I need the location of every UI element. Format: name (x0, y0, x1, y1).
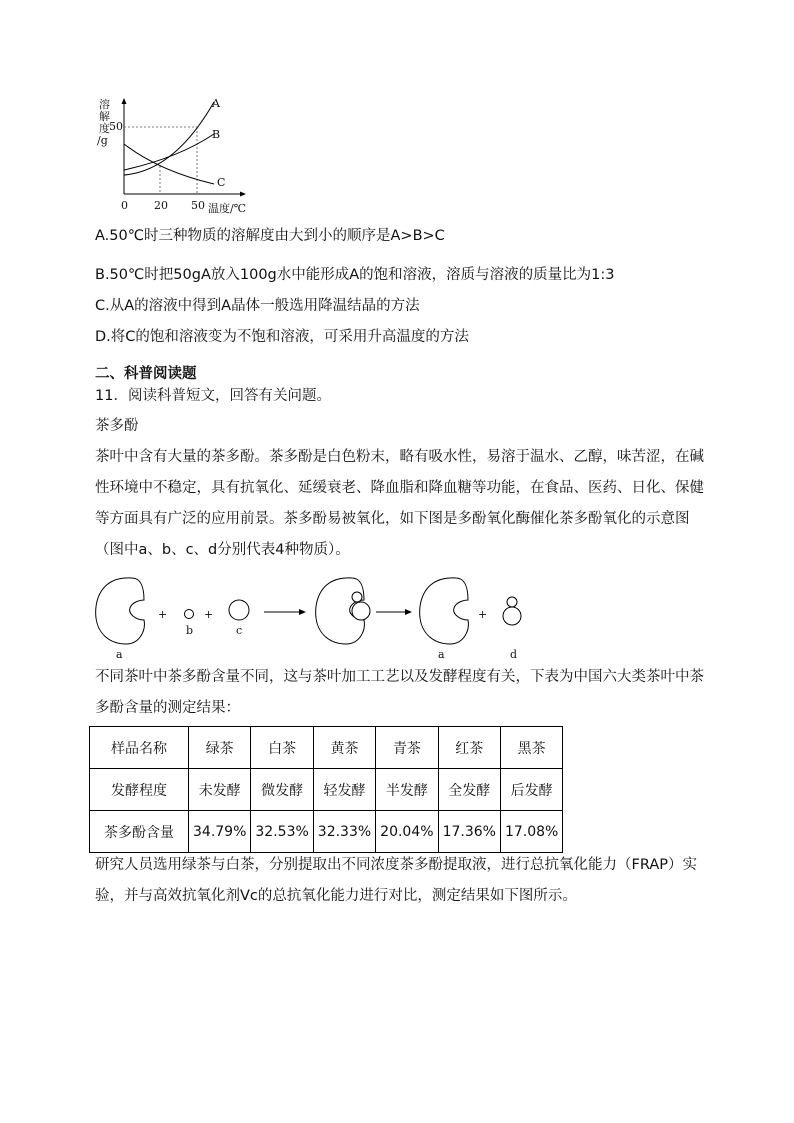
label-a-right: a (438, 648, 445, 661)
y-axis-label-2: 解 (99, 110, 110, 123)
table-cell: 轻发酵 (313, 769, 375, 811)
label-c: c (236, 624, 243, 637)
table-cell: 17.36% (438, 811, 500, 853)
article-title: 茶多酚 (95, 418, 139, 434)
table-cell: 红茶 (438, 727, 500, 769)
table-cell: 全发酵 (438, 769, 500, 811)
x-axis-label: 温度/℃ (208, 202, 247, 215)
arrow-2-head (405, 609, 412, 615)
table-cell: 32.53% (251, 811, 313, 853)
solubility-chart (90, 94, 250, 218)
y-axis-label-1: 溶 (99, 98, 110, 111)
curve-label-a: A (212, 97, 220, 110)
table-cell: 后发酵 (500, 769, 562, 811)
paragraph-1: 茶叶中含有大量的茶多酚。茶多酚是白色粉末，略有吸水性，易溶于温水、乙醇，味苦涩，在碱性环境中不稳定，具有抗氧化、延缓衰老、降血脂和降血糖等功能，在食品、医药、日化、保健等方面具有广泛的应用前景。茶多酚易被氧化，如下图是多酚氧化酶催化茶多酚氧化的示意图（图中a、b、c、d分别代表4种物质）。 (95, 449, 704, 558)
question-intro: 11．阅读科普短文，回答有关问题。 (95, 388, 331, 404)
label-d: d (510, 648, 518, 661)
table-cell: 半发酵 (376, 769, 438, 811)
table-cell: 黑茶 (500, 727, 562, 769)
product-d-large (503, 607, 521, 625)
enzyme-diagram (90, 572, 540, 662)
substance-b (185, 610, 194, 619)
enzyme-a-left (96, 578, 145, 644)
plus-3: + (478, 608, 488, 621)
section-title: 二、科普阅读题 (95, 366, 197, 382)
curve-b (124, 134, 214, 170)
paragraph-2: 不同茶叶中茶多酚含量不同，这与茶叶加工工艺以及发酵程度有关，下表为中国六大类茶叶中茶多酚含量的测定结果： (95, 669, 704, 716)
option-d: D.将C的饱和溶液变为不饱和溶液，可采用升高温度的方法 (95, 329, 469, 345)
complex-large-circle (352, 602, 370, 620)
option-b: B.50℃时把50gA放入100g水中能形成A的饱和溶液，溶质与溶液的质量比为1:3 (95, 267, 615, 283)
y-axis-label-4: /g (97, 134, 108, 147)
enzyme-a-right (420, 578, 469, 644)
paragraph-3: 研究人员选用绿茶与白茶，分别提取出不同浓度茶多酚提取液，进行总抗氧化能力（FRAP）实验，并与高效抗氧化剂Vc的总抗氧化能力进行对比，测定结果如下图所示。 (95, 857, 697, 904)
plus-1: + (158, 608, 168, 621)
table-cell: 白茶 (251, 727, 313, 769)
table-cell: 青茶 (376, 727, 438, 769)
x-tick-20: 20 (154, 199, 168, 212)
table-cell: 34.79% (189, 811, 251, 853)
y-tick-50: 50 (109, 120, 123, 133)
table-cell: 发酵程度 (90, 769, 189, 811)
label-a-left: a (116, 648, 123, 661)
arrow-1-head (299, 609, 306, 615)
table-cell: 黄茶 (313, 727, 375, 769)
x-axis-arrow (240, 192, 246, 197)
plus-2: + (204, 608, 214, 621)
y-axis-label-3: 度 (99, 122, 110, 135)
substance-c (229, 600, 249, 620)
option-a: A.50℃时三种物质的溶解度由大到小的顺序是A>B>C (95, 228, 445, 244)
table-row (90, 769, 563, 811)
table-cell: 绿茶 (189, 727, 251, 769)
label-b: b (186, 624, 194, 637)
x-tick-0: 0 (121, 199, 128, 212)
table-row (90, 811, 563, 853)
table-cell: 样品名称 (90, 727, 189, 769)
x-tick-50: 50 (191, 199, 205, 212)
table-cell: 17.08% (500, 811, 562, 853)
curve-label-b: B (212, 128, 221, 141)
table-cell: 微发酵 (251, 769, 313, 811)
table-row (90, 727, 563, 769)
table-cell: 茶多酚含量 (90, 811, 189, 853)
table-cell: 32.33% (313, 811, 375, 853)
y-axis-arrow (122, 98, 127, 104)
option-c: C.从A的溶液中得到A晶体一般选用降温结晶的方法 (95, 298, 420, 314)
product-d-small (507, 597, 517, 607)
table-cell: 20.04% (376, 811, 438, 853)
tea-polyphenol-table (89, 726, 563, 853)
curve-c (124, 144, 214, 184)
complex-small-circle (352, 592, 362, 602)
table-cell: 未发酵 (189, 769, 251, 811)
curve-a (124, 102, 214, 175)
curve-label-c: C (217, 176, 226, 189)
